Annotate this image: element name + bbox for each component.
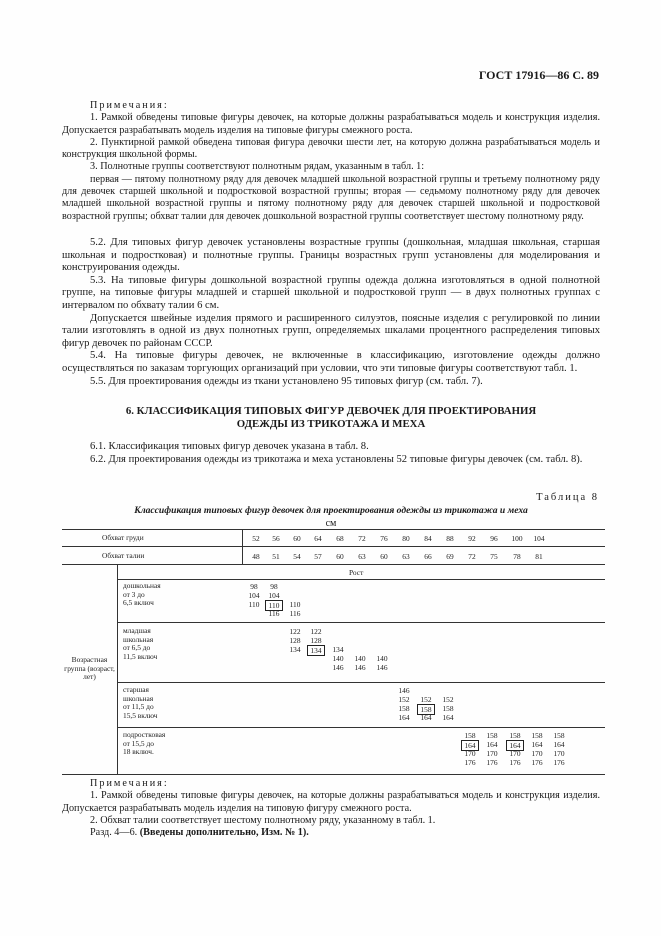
height-cell: 176: [509, 758, 521, 767]
height-cell: 110: [265, 600, 283, 611]
height-cell: 158: [553, 731, 565, 740]
razd-bold: (Введены дополнительно, Изм. № 1).: [139, 827, 309, 839]
height-header: Рост: [349, 568, 364, 577]
waist-value: 63: [358, 552, 366, 561]
height-cell: 152: [442, 695, 454, 704]
notes2-2: 2. Обхват талии соответствует шестому полнотному ряду, указанному в табл. 1.: [90, 814, 436, 826]
chest-value: 104: [533, 534, 545, 543]
chest-value: 68: [336, 534, 344, 543]
para-6-2: 6.2. Для проектирования одежды из трикотажа и меха установлены 52 типовые фигуры девочек (см. табл. 8).: [90, 453, 583, 465]
height-cell: 158: [442, 704, 454, 713]
table-rule: [62, 546, 605, 547]
height-cell: 146: [398, 686, 410, 695]
chest-value: 76: [380, 534, 388, 543]
notes2-1: 1. Рамкой обведены типовые фигуры девочек, на которые должны разрабатываться модель и конструкция изделия. Допускается разрабатывать модель изделия на типовую фигуру смежного роста.: [62, 790, 600, 814]
waist-value: 63: [402, 552, 410, 561]
chest-value: 96: [490, 534, 498, 543]
height-cell: 140: [354, 654, 366, 663]
height-cell: 164: [398, 713, 410, 722]
height-cell: 98: [270, 582, 278, 591]
chest-value: 80: [402, 534, 410, 543]
height-cell: 152: [420, 695, 432, 704]
height-cell: 122: [310, 627, 322, 636]
height-cell: 104: [248, 591, 260, 600]
chest-value: 52: [252, 534, 260, 543]
chest-value: 84: [424, 534, 432, 543]
height-cell: 170: [486, 749, 498, 758]
height-cell: 176: [531, 758, 543, 767]
height-cell: 158: [417, 704, 435, 715]
table-rule: [117, 622, 605, 623]
waist-value: 75: [490, 552, 498, 561]
height-cell: 170: [553, 749, 565, 758]
height-cell: 134: [289, 645, 301, 654]
page-header: ГОСТ 17916—86 С. 89: [478, 68, 599, 82]
section-title-line2: ОДЕЖДЫ ИЗ ТРИКОТАЖА И МЕХА: [236, 418, 426, 430]
para-5-5: 5.5. Для проектирования одежды из ткани установлено 95 типовых фигур (см. табл. 7).: [90, 375, 483, 387]
notes-title: Примечания:: [90, 100, 169, 111]
height-cell: 176: [464, 758, 476, 767]
para-5-4: 5.4. На типовые фигуры девочек, не включенные в классификацию, изготовление одежды должно осуществляться по заказам торгующих организаций при условии, что эти типовые фигуры соответствуют табл. 1.: [62, 350, 600, 374]
height-cell: 110: [289, 600, 301, 609]
row-label-waist: Обхват талии: [102, 551, 145, 560]
height-cell: 122: [289, 627, 301, 636]
height-cell: 176: [553, 758, 565, 767]
chest-value: 64: [314, 534, 322, 543]
age-group-name: старшая школьная от 11,5 до 15,5 включ: [123, 685, 158, 720]
waist-value: 69: [446, 552, 454, 561]
height-cell: 164: [506, 740, 524, 751]
para-6-1: 6.1. Классификация типовых фигур девочек указана в табл. 8.: [90, 441, 369, 452]
height-cell: 170: [509, 749, 521, 758]
table-rule: [117, 727, 605, 728]
height-cell: 116: [268, 609, 280, 618]
height-cell: 164: [553, 740, 565, 749]
height-cell: 134: [307, 645, 325, 656]
waist-value: 81: [535, 552, 543, 561]
height-cell: 164: [420, 713, 432, 722]
height-cell: 140: [332, 654, 344, 663]
height-cell: 164: [442, 713, 454, 722]
section-6-text: [62, 441, 600, 466]
table-rule: [117, 564, 118, 774]
height-cell: 146: [332, 663, 344, 672]
waist-value: 54: [293, 552, 301, 561]
waist-value: 60: [336, 552, 344, 561]
section-title-line1: 6. КЛАССИФИКАЦИЯ ТИПОВЫХ ФИГУР ДЕВОЧЕК ДЛЯ ПРОЕКТИРОВАНИЯ: [125, 405, 537, 417]
chest-value: 92: [468, 534, 476, 543]
age-group-name: дошкольная от 3 до 6,5 включ: [123, 581, 161, 608]
height-cell: 128: [310, 636, 322, 645]
table-rule: [117, 682, 605, 683]
table-rule: [62, 774, 605, 775]
note-2: 2. Пунктирной рамкой обведена типовая фигура девочки шести лет, на которую должна разрабатываться модель и конструкция школьной формы.: [62, 136, 600, 161]
chest-value: 88: [446, 534, 454, 543]
note-3-body: первая — пятому полнотному ряду для девочек младшей школьной возрастной группы и третьему полнотному ряду для девочек старшей школьной и подростковой возрастной группы; вторая — седьмому полнотному ряду для девочек младшей школьной возрастной группы и пятому полнотному ряду для девочек старшей школьной и подростковой возрастной группы; обхват талии для девочек дошкольной возрастной группы соответствует шестому полнотному ряду.: [62, 173, 600, 222]
waist-value: 60: [380, 552, 388, 561]
waist-value: 51: [272, 552, 280, 561]
para-5-3: 5.3. На типовые фигуры дошкольной возрастной группы одежда должна изготовляться в одной полнотной группе, на типовые фигуры младшей и старшей школьной и подростковой групп — в двух полнотных группах с интервалом по обхвату талии 6 см.: [62, 274, 600, 311]
table-rule: [62, 564, 605, 565]
age-group-name: подростковая от 15,5 до 18 включ.: [123, 730, 166, 757]
height-cell: 104: [268, 591, 280, 600]
body-text: [62, 237, 600, 388]
chest-value: 100: [511, 534, 523, 543]
height-cell: 176: [486, 758, 498, 767]
para-5-2: 5.2. Для типовых фигур девочек установлены возрастные группы (дошкольная, младшая школьная, старшая школьная и подростковая) и полнотные группы. Границы возрастных групп установлены для моделирования и конструирования одежды.: [62, 237, 600, 274]
waist-value: 72: [468, 552, 476, 561]
height-cell: 152: [398, 695, 410, 704]
height-cell: 146: [354, 663, 366, 672]
height-cell: 116: [289, 609, 301, 618]
para-5-3b: Допускается швейные изделия прямого и расширенного силуэтов, поясные изделия с регулировкой по линии талии изготовлять в одной из двух полнотных групп, определяемых шкалами процентного распределения типовых фигур девочек по районам СССР.: [62, 312, 600, 349]
razd-line: [62, 827, 600, 839]
waist-value: 57: [314, 552, 322, 561]
table-caption: Классификация типовых фигур девочек для проектирования одежды из трикотажа и меха: [134, 505, 528, 516]
height-cell: 140: [376, 654, 388, 663]
waist-value: 66: [424, 552, 432, 561]
waist-value: 78: [513, 552, 521, 561]
waist-value: 48: [252, 552, 260, 561]
chest-value: 60: [293, 534, 301, 543]
height-cell: 170: [464, 749, 476, 758]
row-label-chest: Обхват груди: [102, 533, 144, 542]
height-cell: 170: [531, 749, 543, 758]
height-cell: 164: [486, 740, 498, 749]
razd-text: Разд. 4—6.: [90, 827, 140, 839]
table-label: Таблица 8: [536, 492, 599, 503]
height-cell: 158: [509, 731, 521, 740]
table-rule: [117, 579, 605, 580]
age-group-name: младшая школьная от 6,5 до 11,5 включ: [123, 626, 158, 661]
height-cell: 158: [531, 731, 543, 740]
note-1: 1. Рамкой обведены типовые фигуры девочек, на которые должны разрабатываться модель и конструкция изделия. Допускается разрабатывать модель изделия на типовые фигуры смежного роста.: [62, 112, 600, 136]
height-cell: 128: [289, 636, 301, 645]
section-6-title: [62, 405, 600, 431]
chest-value: 56: [272, 534, 280, 543]
table-rule: [62, 529, 605, 530]
table-unit: см: [325, 518, 337, 529]
height-cell: 98: [250, 582, 258, 591]
age-group-label: Возрастная группа (возраст, лет): [64, 655, 115, 682]
notes2-title: Примечания:: [90, 778, 169, 789]
height-cell: 158: [464, 731, 476, 740]
classification-table: [62, 529, 605, 775]
height-cell: 110: [248, 600, 260, 609]
notes-block-2: [62, 778, 600, 839]
height-cell: 158: [486, 731, 498, 740]
note-3: 3. Полнотные группы соответствуют полнотным рядам, указанным в табл. 1:: [90, 161, 425, 173]
height-cell: 164: [461, 740, 479, 751]
height-cell: 164: [531, 740, 543, 749]
height-cell: 146: [376, 663, 388, 672]
notes-block-1: [62, 100, 600, 223]
height-cell: 158: [398, 704, 410, 713]
chest-value: 72: [358, 534, 366, 543]
height-cell: 134: [332, 645, 344, 654]
table-rule: [242, 529, 243, 564]
